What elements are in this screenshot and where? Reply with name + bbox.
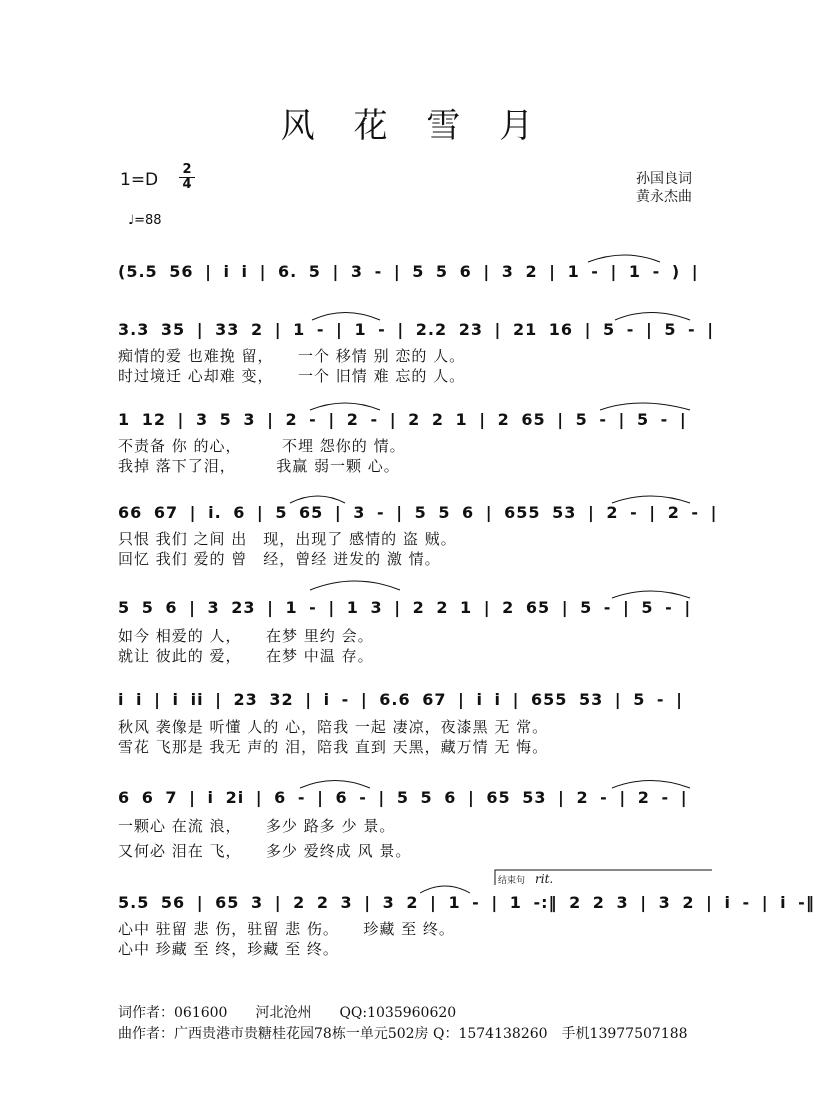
tempo-value: =88 [134, 213, 162, 228]
slur-mark [312, 313, 380, 321]
lyricist-credit: 孙国良词 [636, 171, 692, 187]
slur-mark [612, 591, 690, 598]
lyric-row-8-verse-1: 心中 驻留 悲 伤，驻留 悲 伤。 珍藏 至 终。 [118, 920, 455, 938]
ritardando-marking: rit. [535, 872, 554, 886]
lyric-row-3-verse-2: 我掉 落下了泪， 我赢 弱一颗 心。 [118, 457, 400, 475]
lyric-row-6-verse-1: 秋风 袭像是 听懂 人的 心，陪我 一起 凄凉，夜漆黑 无 常。 [118, 718, 549, 736]
notation-row-8: 5.5 56 | 65 3 | 2 2 3 | 3 2 | 1 - | 1 -:‖ 2 2 3 | 3 2 | i - | i -‖ [118, 893, 815, 912]
lyric-row-7-verse-2: 又何必 泪在 飞， 多少 爱终成 风 景。 [118, 842, 412, 860]
lyric-row-8-verse-2: 心中 珍藏 至 终，珍藏 至 终。 [118, 940, 339, 958]
meter-bottom: 4 [182, 177, 192, 192]
notation-row-7: 6 6 7 | i 2i | 6 - | 6 - | 5 5 6 | 65 53 | 2 - | 2 - | [118, 788, 688, 807]
slur-mark [310, 403, 380, 410]
quarter-note-icon: ♩ [128, 213, 135, 228]
notation-row-2: 3.3 35 | 33 2 | 1 - | 1 - | 2.2 23 | 21 16 | 5 - | 5 - | [118, 320, 715, 339]
lyric-row-2-verse-2: 时过境迁 心却难 变， 一个 旧情 难 忘的 人。 [118, 367, 466, 385]
slur-mark [300, 781, 370, 789]
lyricist-contact: 词作者：061600 河北沧州 QQ:1035960620 [118, 1005, 457, 1021]
slur-mark [615, 313, 690, 321]
slur-mark [612, 781, 690, 789]
lyric-row-5-verse-2: 就让 彼此的 爱， 在梦 中温 存。 [118, 647, 374, 665]
slur-mark [310, 581, 400, 590]
composer-credit: 黄永杰曲 [636, 189, 692, 205]
ending-label: 结束句 [498, 876, 526, 886]
slur-mark [588, 255, 660, 262]
meter-top: 2 [182, 162, 192, 177]
ending-bracket [495, 870, 712, 885]
slur-mark [612, 496, 690, 503]
lyric-row-4-verse-1: 只恨 我们 之间 出 现，出现了 感情的 盗 贼。 [118, 530, 457, 548]
notation-row-1: (5.5 56 | i i | 6. 5 | 3 - | 5 5 6 | 3 2 | 1 - | 1 - ) | [118, 262, 699, 281]
notation-row-6: i i | i ii | 23 32 | i - | 6.6 67 | i i | 655 53 | 5 - | [118, 690, 683, 709]
slur-mark [420, 886, 470, 893]
key-signature: 1=D [120, 170, 159, 190]
notation-row-4: 66 67 | i. 6 | 5 65 | 3 - | 5 5 6 | 655 53 | 2 - | 2 - | [118, 503, 718, 522]
lyric-row-7-verse-1: 一颗心 在流 浪， 多少 路多 少 景。 [118, 817, 396, 835]
lyric-row-4-verse-2: 回忆 我们 爱的 曾 经，曾经 迸发的 激 情。 [118, 550, 441, 568]
lyric-row-5-verse-1: 如今 相爱的 人， 在梦 里约 会。 [118, 627, 374, 645]
composer-contact: 曲作者：广西贵港市贵糖桂花园78栋一单元502房 Q：1574138260 手机13977507188 [118, 1026, 688, 1042]
lyric-row-2-verse-1: 痴情的爱 也难挽 留， 一个 移情 别 恋的 人。 [118, 347, 466, 365]
lyric-row-3-verse-1: 不责备 你 的心， 不埋 怨你的 情。 [118, 437, 406, 455]
slur-mark [600, 403, 690, 410]
notation-row-5: 5 5 6 | 3 23 | 1 - | 1 3 | 2 2 1 | 2 65 | 5 - | 5 - | [118, 598, 692, 617]
page-title: 风 花 雪 月 [280, 106, 548, 146]
notation-row-3: 1 12 | 3 5 3 | 2 - | 2 - | 2 2 1 | 2 65 | 5 - | 5 - | [118, 410, 687, 429]
slur-mark [290, 496, 345, 503]
lyric-row-6-verse-2: 雪花 飞那是 我无 声的 泪，陪我 直到 天黑，藏万情 无 悔。 [118, 738, 549, 756]
